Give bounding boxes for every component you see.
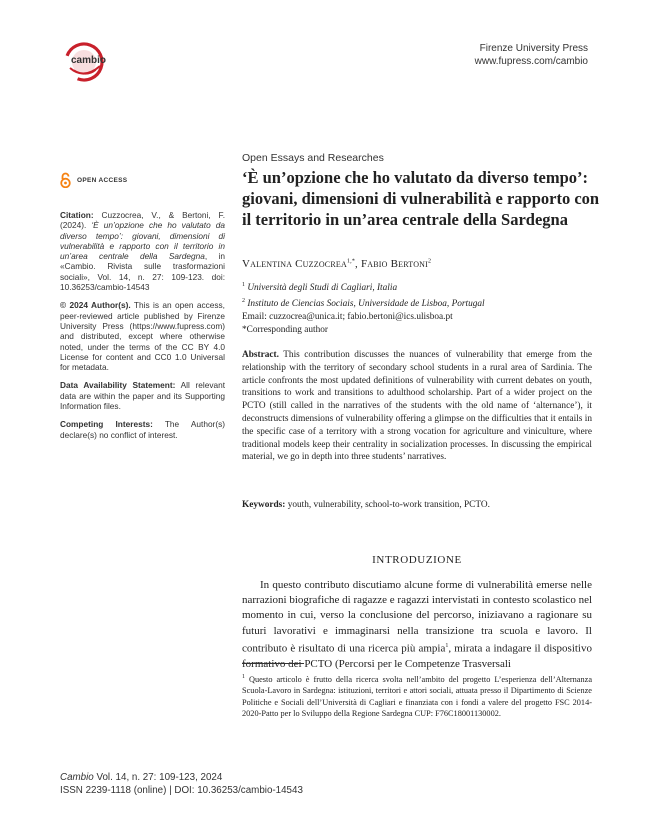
data-availability-block xyxy=(60,380,225,411)
affiliation-2-sup: 2 xyxy=(242,298,245,305)
open-access-badge xyxy=(60,172,127,188)
abstract-text: This contribution discusses the nuances of vulnerability that emerge from the relationship with the territory of secondary school students in a rural area of Sardinia. The article confronts the most updated definitions of vulnerability with current debates on youth, transitions to work and transitions to adulthood scholarship. Part of a wider project on the PCTO (still called in the narratives of the students with the old name of ‘alternance’), it deconstructs dimensions of vulnerability offering a glimpse on the difficulties that it entails in the specific case of a territory with a strong vocation for agriculture and viniculture, where traditional models keep their centrality in socialization processes. In discussing the empirical material, we go in depth into three students’ narratives. xyxy=(242,350,592,463)
citation-text-1: Cuzzocrea, V., & Bertoni, F. (2024). xyxy=(60,210,225,231)
abstract xyxy=(242,349,592,464)
citation-title: ‘È un’opzione che ho valutato da diverso tempo’: giovani, dimensioni di vulnerabilità e rapporto con il territorio in un’area centrale della Sardegna xyxy=(60,220,225,262)
competing-interests-text: The Author(s) declare(s) no conflict of interest. xyxy=(60,419,225,440)
logo-text: cambio xyxy=(71,55,107,66)
body-text-2: , mirata a indagare il dispositivo formativo dei PCTO (Percorsi per le Competenze Trasversali xyxy=(242,642,592,670)
page-footer xyxy=(60,771,303,797)
publisher-name: Firenze University Press xyxy=(479,43,588,54)
competing-interests-label: Competing Interests: xyxy=(60,419,153,430)
footnote xyxy=(242,672,592,719)
citation-label: Citation: xyxy=(60,210,94,220)
article-title: ‘È un’opzione che ho valutato da diverso tempo’: giovani, dimensioni di vulnerabilità e rapporto con il territorio in un’area centrale della Sardegna xyxy=(242,168,600,229)
affiliation-1-text: Università degli Studi di Cagliari, Italia xyxy=(245,283,398,294)
affiliation-2-text: Instituto de Ciencias Sociais, Universidade de Lisboa, Portugal xyxy=(245,299,485,310)
author-2: Fabio Bertoni xyxy=(360,258,429,270)
open-access-label: OPEN ACCESS xyxy=(77,176,128,184)
footer-line-2: ISSN 2239-1118 (online) | DOI: 10.36253/cambio-14543 xyxy=(60,785,303,796)
keywords-label: Keywords: xyxy=(242,500,286,510)
citation-block xyxy=(60,210,225,292)
section-label: Open Essays and Researches xyxy=(242,152,384,164)
author-separator: , xyxy=(355,258,361,270)
keywords-text: youth, vulnerability, school-to-work transition, PCTO. xyxy=(285,500,490,510)
affiliation-1 xyxy=(242,279,485,295)
citation-text-2: , in «Cambio. Rivista sulle trasformazioni sociali», Vol. 14, n. 27: 109-123. doi: 10.36253/cambio-14543 xyxy=(60,251,226,293)
footer-line-1 xyxy=(60,771,303,784)
competing-interests-block xyxy=(60,419,225,440)
affiliation-1-sup: 1 xyxy=(242,282,245,288)
publisher-block xyxy=(475,42,588,68)
corresponding-author-note: *Corresponding author xyxy=(242,325,328,336)
affiliations xyxy=(242,279,485,337)
author-2-sup: 2 xyxy=(428,258,432,265)
footnote-text: Questo articolo è frutto della ricerca svolta nell’ambito del progetto L’esperienza dell’Alternanza Scuola-Lavoro in Sardegna: istituzioni, territori e attori sociali, attuata presso il Dipartimento di Scienze Politiche e Sociali dell’Università di Cagliari e finanziata con i fondi a valere del progetto FSC 2014-2020-Patto per lo Sviluppo della Regione Sardegna CUP: F76C18001130002. xyxy=(242,674,592,718)
author-1: Valentina Cuzzocrea xyxy=(242,258,347,270)
body-text-1: In questo contributo discutiamo alcune forme di vulnerabilità emerse nelle narrazioni biografiche di ragazze e ragazzi intervistati in contesto scolastico nel momento in cui, verso la conclusione del percorso, iniziavano a ragionare su futuri lavorativi e immaginarsi nella transizione tra scuola e lavoro. Il contributo è risultato di una ricerca più ampia xyxy=(242,579,593,655)
copyright-text: This is an open access, peer-reviewed article published by Firenze University Press (https://www.fupress.com) and distributed, except where otherwise noted, under the terms of the CC BY 4.0 License for content and CC0 1.0 Universal for metadata. xyxy=(60,300,225,373)
publisher-url[interactable]: www.fupress.com/cambio xyxy=(474,56,588,67)
footnote-divider xyxy=(242,663,304,664)
introduction-heading: INTRODUZIONE xyxy=(372,554,462,566)
article-info-sidebar xyxy=(60,210,225,448)
email-line[interactable]: Email: cuzzocrea@unica.it; fabio.bertoni@ics.ulisboa.pt xyxy=(242,312,453,323)
footer-journal: Cambio xyxy=(60,772,94,783)
footnote-number: 1 xyxy=(242,674,245,680)
data-availability-text: All relevant data are within the paper and its Supporting Information files. xyxy=(60,380,225,412)
affiliation-2 xyxy=(242,295,485,311)
author-line xyxy=(242,258,431,270)
copyright-label: © 2024 Author(s). xyxy=(60,300,131,311)
open-lock-icon xyxy=(60,172,71,188)
keywords xyxy=(242,500,490,510)
data-availability-label: Data Availability Statement: xyxy=(60,380,176,391)
footer-volume: Vol. 14, n. 27: 109-123, 2024 xyxy=(93,772,223,783)
abstract-label: Abstract. xyxy=(242,350,279,360)
footnote-ref[interactable]: 1 xyxy=(445,642,449,649)
author-1-sup: 1,* xyxy=(346,258,356,265)
body-paragraph xyxy=(242,578,592,672)
copyright-block xyxy=(60,300,225,372)
